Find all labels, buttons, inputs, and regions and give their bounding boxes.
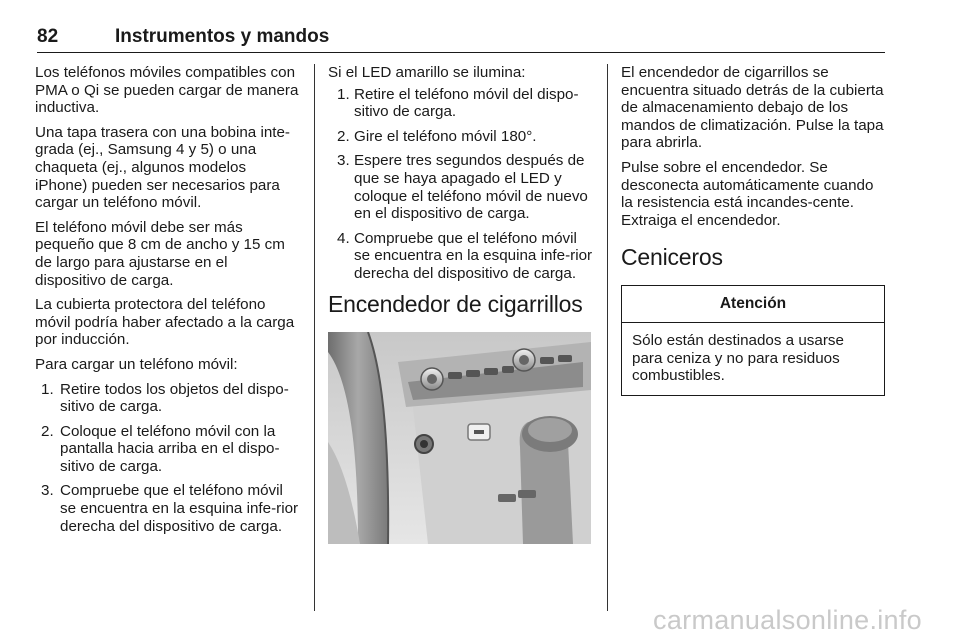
watermark: carmanualsonline.info [653,605,922,635]
warning-box [621,285,885,395]
step-number: 2. [337,127,350,145]
cigarette-lighter-photo [328,332,591,544]
section-title: Instrumentos y mandos [115,26,330,47]
step-text: Compruebe que el teléfono móvil se encuentra en la esquina infe-rior derecha del dispositivo de carga. [60,482,299,535]
step-text: Gire el teléfono móvil 180°. [354,127,537,145]
list-item [35,381,301,416]
step-text: Compruebe que el teléfono móvil se encuentra en la esquina infe-rior derecha del dispositivo de carga. [354,229,593,282]
column-divider [314,64,315,611]
column-1 [35,64,301,542]
heading-cigarette-lighter: Encendedor de cigarrillos [328,290,583,317]
list-item [35,482,301,535]
step-text: Espere tres segundos después de que se haya apagado el LED y coloque el teléfono móvil de nuevo en el dispositivo de carga. [354,152,588,223]
charging-steps [35,381,301,536]
paragraph: Una tapa trasera con una bobina inte-grada (ej., Samsung 4 y 5) o una chaqueta (ej., algunos modelos iPhone) pueden ser necesarios para cargar un teléfono móvil. [35,123,290,212]
warning-text: Sólo están destinados a usarse para ceniza y no para residuos combustibles. [632,331,844,385]
page-header [37,26,885,53]
paragraph: Si el LED amarillo se ilumina: [328,64,526,81]
paragraph: El encendedor de cigarrillos se encuentra situado detrás de la cubierta de almacenamiento debajo de los mandos de climatización. Pulse la tapa para abrirla. [621,64,884,152]
list-item [35,423,301,476]
step-number: 1. [41,380,54,398]
list-item [328,86,593,121]
paragraph: El teléfono móvil debe ser más pequeño que 8 cm de ancho y 15 cm de largo para ajustarse en el dispositivo de carga. [35,218,285,289]
list-item [328,128,593,146]
heading-ashtrays: Ceniceros [621,244,723,271]
list-item [328,230,593,283]
column-2 [328,64,593,544]
step-text: Coloque el teléfono móvil con la pantalla hacia arriba en el dispo-sitivo de carga. [60,422,280,475]
led-steps [328,86,593,283]
paragraph: Los teléfonos móviles compatibles con PMA o Qi se pueden cargar de manera inductiva. [35,64,299,117]
step-number: 3. [337,152,350,170]
column-3 [621,64,887,396]
step-number: 4. [337,229,350,247]
warning-title: Atención [622,286,884,323]
step-number: 2. [41,422,54,440]
step-text: Retire todos los objetos del dispo-sitivo de carga. [60,380,289,416]
step-number: 1. [337,85,350,103]
column-divider [607,64,608,611]
page-number: 82 [37,26,59,47]
list-item [328,152,593,222]
dashboard-illustration [328,332,591,544]
step-number: 3. [41,482,54,500]
step-text: Retire el teléfono móvil del dispo-sitivo de carga. [354,85,579,121]
paragraph: Para cargar un teléfono móvil: [35,355,238,373]
paragraph: La cubierta protectora del teléfono móvil podría haber afectado a la carga por inducción. [35,296,295,349]
paragraph: Pulse sobre el encendedor. Se desconecta automáticamente cuando la resistencia está incandes-cente. Extraiga el encendedor. [621,158,874,229]
